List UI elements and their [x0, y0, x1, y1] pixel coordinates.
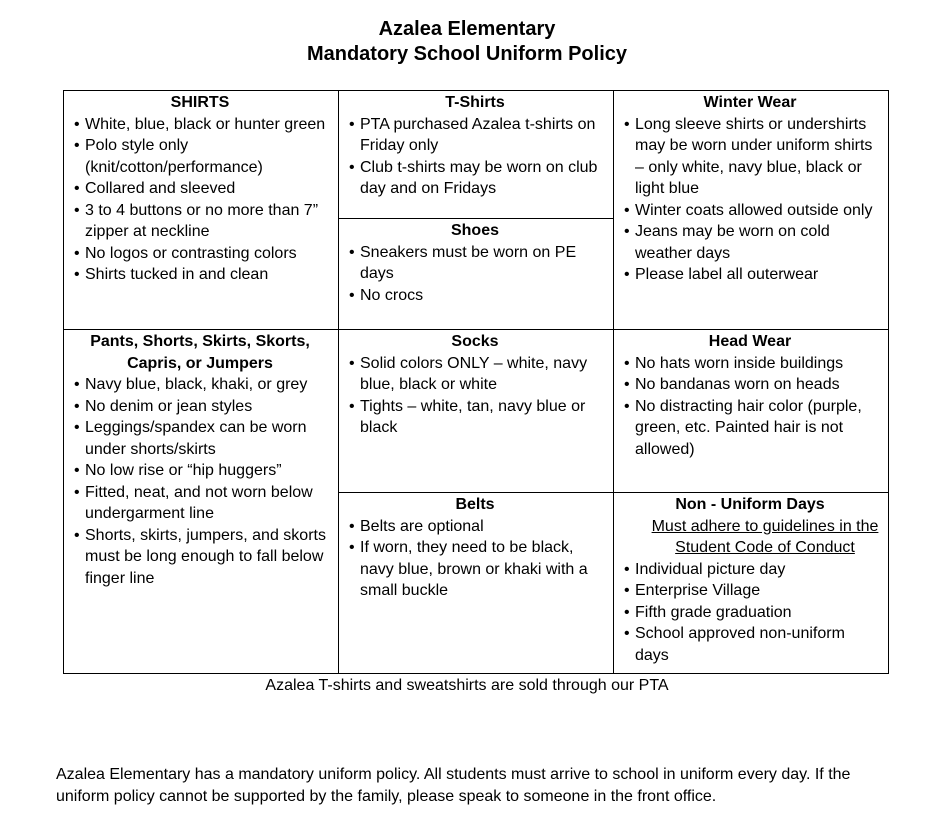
list-item	[618, 580, 882, 602]
list-item-text: No crocs	[360, 286, 424, 304]
list-item-text: Belts are optional	[360, 517, 484, 535]
bullet-icon: •	[74, 201, 80, 219]
section-title: Belts	[455, 496, 495, 513]
list-item	[68, 460, 332, 482]
bullet-icon: •	[74, 397, 80, 415]
list-item-text: Tights – white, tan, navy blue or black	[360, 397, 586, 436]
bullet-icon: •	[624, 354, 630, 372]
section-head-wear	[614, 331, 888, 491]
bullet-icon: •	[624, 560, 630, 578]
list-item	[618, 200, 882, 222]
bullet-icon: •	[74, 115, 80, 133]
list-item	[68, 525, 332, 590]
list-item	[68, 417, 332, 460]
bullet-icon: •	[624, 266, 630, 283]
list-item-text: School approved non-uniform days	[635, 625, 845, 664]
section-socks	[339, 331, 613, 491]
section-list	[343, 242, 607, 307]
list-item-text: Fitted, neat, and not worn below undergarment line	[85, 483, 313, 522]
section-shirts	[64, 92, 338, 328]
section-list	[343, 516, 607, 602]
section-title: Pants, Shorts, Skirts, Skorts, Capris, or Jumpers	[90, 333, 310, 372]
section-title: Head Wear	[708, 333, 792, 350]
bullet-icon: •	[624, 201, 630, 219]
section-list	[618, 353, 882, 461]
list-item-text: No distracting hair color (purple, green, etc. Painted hair is not allowed)	[635, 397, 862, 458]
list-item	[68, 396, 332, 418]
bullet-icon: •	[624, 582, 630, 599]
list-item-text: Fifth grade graduation	[635, 603, 792, 621]
table-divider-row1	[63, 329, 889, 330]
table-divider-row2	[338, 492, 889, 493]
list-item	[618, 264, 882, 286]
section-list	[343, 353, 607, 439]
list-item	[343, 157, 607, 200]
list-item-text: No bandanas worn on heads	[635, 376, 840, 393]
bullet-icon: •	[74, 376, 80, 393]
list-item-text: White, blue, black or hunter green	[85, 115, 326, 133]
list-item	[68, 264, 332, 286]
list-item	[618, 602, 882, 624]
list-item-text: Club t-shirts may be worn on club day and on Fridays	[360, 158, 598, 197]
list-item	[618, 374, 882, 396]
list-item	[618, 114, 882, 200]
section-tshirts	[339, 92, 613, 217]
section-title: SHIRTS	[170, 94, 230, 111]
bullet-icon: •	[74, 462, 80, 479]
list-item-text: Jeans may be worn on cold weather days	[635, 223, 830, 262]
bullet-icon: •	[624, 603, 630, 621]
list-item-text: 3 to 4 buttons or no more than 7” zipper at neckline	[85, 201, 319, 240]
list-item	[343, 353, 607, 396]
section-list	[68, 114, 332, 286]
bullet-icon: •	[624, 397, 630, 415]
list-item-text: Enterprise Village	[635, 582, 761, 599]
list-item-text: Shorts, skirts, jumpers, and skorts must be long enough to fall below finger line	[85, 526, 326, 587]
policy-title: Mandatory School Uniform Policy	[306, 43, 628, 65]
list-item	[343, 396, 607, 439]
section-non-uniform-days	[614, 494, 888, 672]
list-item-text: Please label all outerwear	[635, 266, 819, 283]
list-item	[618, 623, 882, 666]
list-item	[68, 200, 332, 243]
list-item-text: Individual picture day	[635, 560, 786, 578]
bullet-icon: •	[624, 376, 630, 393]
list-item	[68, 114, 332, 136]
list-item-text: Sneakers must be worn on PE days	[360, 243, 577, 282]
list-item-text: PTA purchased Azalea t-shirts on Friday only	[360, 115, 596, 154]
list-item	[343, 537, 607, 602]
school-name: Azalea Elementary	[378, 18, 556, 40]
bullet-icon: •	[349, 397, 355, 415]
list-item	[68, 243, 332, 265]
list-item	[618, 396, 882, 461]
list-item-text: Long sleeve shirts or undershirts may be worn under uniform shirts – only white, navy blue, black or light blue	[635, 115, 873, 197]
bullet-icon: •	[349, 115, 355, 133]
list-item-text: No denim or jean styles	[85, 397, 253, 415]
bullet-icon: •	[74, 483, 80, 501]
list-item-text: No low rise or “hip huggers”	[85, 462, 282, 479]
bullet-icon: •	[74, 526, 80, 544]
section-subtitle: Must adhere to guidelines in the Student Code of Conduct	[651, 517, 879, 556]
list-item	[618, 353, 882, 375]
bullet-icon: •	[349, 539, 355, 556]
table-divider-tshirts-shoes	[338, 218, 614, 219]
list-item	[618, 559, 882, 581]
list-item-text: No hats worn inside buildings	[635, 354, 844, 372]
list-item-text: Shirts tucked in and clean	[85, 266, 269, 283]
section-list	[618, 114, 882, 286]
policy-note: Azalea Elementary has a mandatory uniform policy. All students must arrive to school in uniform every day. If the uniform policy cannot be supported by the family, please speak to someone in the front office.	[56, 766, 851, 805]
list-item	[68, 482, 332, 525]
list-item	[68, 374, 332, 396]
section-title: Non - Uniform Days	[675, 496, 825, 513]
list-item	[68, 135, 332, 178]
bullet-icon: •	[349, 354, 355, 372]
pta-caption: Azalea T-shirts and sweatshirts are sold through our PTA	[265, 677, 669, 694]
list-item	[343, 516, 607, 538]
bullet-icon: •	[74, 419, 80, 436]
list-item-text: Leggings/spandex can be worn under shorts/skirts	[85, 419, 307, 458]
list-item	[343, 285, 607, 307]
section-pants	[64, 331, 338, 672]
table-border-bottom	[63, 673, 889, 674]
bullet-icon: •	[624, 223, 630, 240]
bullet-icon: •	[349, 243, 355, 261]
table-border-right	[888, 90, 889, 674]
bullet-icon: •	[74, 244, 80, 262]
list-item-text: Winter coats allowed outside only	[635, 201, 873, 219]
list-item	[618, 221, 882, 264]
list-item-text: No logos or contrasting colors	[85, 244, 297, 262]
section-list	[68, 374, 332, 589]
list-item-text: Polo style only (knit/cotton/performance)	[85, 137, 263, 176]
list-item-text: Collared and sleeved	[85, 180, 236, 197]
list-item-text: Solid colors ONLY – white, navy blue, black or white	[360, 354, 588, 393]
section-title: Socks	[451, 333, 499, 350]
bullet-icon: •	[74, 266, 80, 283]
section-list	[618, 559, 882, 667]
list-item-text: Navy blue, black, khaki, or grey	[85, 376, 308, 393]
section-winter-wear	[614, 92, 888, 328]
section-shoes	[339, 220, 613, 328]
section-title: T-Shirts	[445, 94, 505, 111]
list-item	[343, 242, 607, 285]
table-border-top	[63, 90, 889, 91]
bullet-icon: •	[349, 517, 355, 535]
section-title: Winter Wear	[703, 94, 797, 111]
list-item	[68, 178, 332, 200]
section-belts	[339, 494, 613, 672]
section-title: Shoes	[450, 222, 499, 239]
bullet-icon: •	[624, 115, 630, 133]
bullet-icon: •	[349, 286, 355, 304]
bullet-icon: •	[74, 137, 80, 154]
list-item-text: If worn, they need to be black, navy blue, brown or khaki with a small buckle	[360, 539, 588, 599]
bullet-icon: •	[74, 180, 80, 197]
section-list	[343, 114, 607, 200]
bullet-icon: •	[349, 158, 355, 176]
bullet-icon: •	[624, 625, 630, 642]
list-item	[343, 114, 607, 157]
